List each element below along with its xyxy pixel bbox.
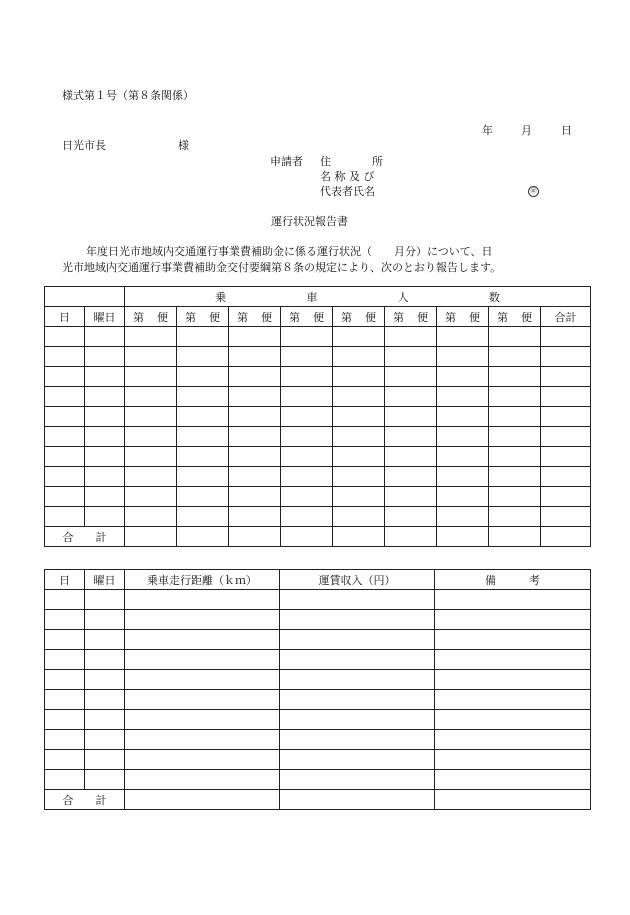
total-label: 合 計 xyxy=(45,527,125,547)
table-cell[interactable] xyxy=(435,610,591,630)
table-cell[interactable] xyxy=(45,487,85,507)
table-cell[interactable] xyxy=(229,487,281,507)
table-cell[interactable] xyxy=(125,427,177,447)
table-cell[interactable] xyxy=(229,367,281,387)
body-line-1: 年度日光市地域内交通運行事業費補助金に係る運行状況（ 月分）について、日 xyxy=(86,245,493,258)
table-cell[interactable] xyxy=(177,427,229,447)
table-cell[interactable] xyxy=(45,590,85,610)
table-cell[interactable] xyxy=(45,690,85,710)
table-cell[interactable] xyxy=(435,730,591,750)
table-cell[interactable] xyxy=(385,467,437,487)
table-cell[interactable] xyxy=(281,467,333,487)
table-cell[interactable] xyxy=(437,327,489,347)
table-cell[interactable] xyxy=(85,750,125,770)
table-row xyxy=(45,367,591,387)
table-cell[interactable] xyxy=(177,507,229,527)
date-day: 日 xyxy=(561,124,572,137)
table-cell[interactable] xyxy=(437,427,489,447)
table-cell[interactable] xyxy=(435,670,591,690)
col-bin: 第 便 xyxy=(229,307,281,327)
table-cell[interactable] xyxy=(45,730,85,750)
table-cell[interactable] xyxy=(385,367,437,387)
column-header-row xyxy=(45,570,591,590)
table-cell[interactable] xyxy=(435,630,591,650)
table-cell[interactable] xyxy=(125,467,177,487)
table-cell[interactable] xyxy=(85,730,125,750)
table-cell[interactable] xyxy=(85,690,125,710)
table-cell[interactable] xyxy=(85,670,125,690)
table-cell[interactable] xyxy=(125,630,280,650)
table-cell[interactable] xyxy=(489,407,541,427)
total-row xyxy=(45,790,591,810)
table-cell[interactable] xyxy=(45,347,85,367)
table-cell[interactable] xyxy=(489,427,541,447)
table-cell[interactable] xyxy=(177,327,229,347)
col-remarks: 備 考 xyxy=(435,570,591,590)
table-cell[interactable] xyxy=(45,387,85,407)
table-cell[interactable] xyxy=(541,347,591,367)
col-day: 日 xyxy=(45,570,85,590)
table-cell[interactable] xyxy=(385,447,437,467)
table-cell[interactable] xyxy=(489,347,541,367)
table-cell[interactable] xyxy=(177,387,229,407)
addressee-name: 日光市長 xyxy=(62,139,106,152)
table-cell[interactable] xyxy=(280,770,435,790)
table-cell[interactable] xyxy=(125,367,177,387)
table-cell[interactable] xyxy=(489,487,541,507)
table-cell[interactable] xyxy=(541,447,591,467)
table-row xyxy=(45,387,591,407)
table-cell[interactable] xyxy=(125,407,177,427)
table-row xyxy=(45,427,591,447)
table-cell[interactable] xyxy=(85,487,125,507)
table-cell[interactable] xyxy=(125,730,280,750)
addressee-honorific: 様 xyxy=(178,139,189,152)
table-cell[interactable] xyxy=(333,407,385,427)
table-cell[interactable] xyxy=(45,670,85,690)
table-cell[interactable] xyxy=(125,750,280,770)
passenger-count-table xyxy=(44,286,591,547)
table-cell[interactable] xyxy=(125,710,280,730)
group-header-row xyxy=(45,287,591,307)
form-label: 様式第１号（第８条関係） xyxy=(62,89,194,102)
table-cell[interactable] xyxy=(435,770,591,790)
col-bin: 第 便 xyxy=(437,307,489,327)
table-cell[interactable] xyxy=(125,590,280,610)
table-cell[interactable] xyxy=(333,347,385,367)
table-cell[interactable] xyxy=(177,347,229,367)
table-cell[interactable] xyxy=(85,650,125,670)
table-cell[interactable] xyxy=(280,610,435,630)
table-cell[interactable] xyxy=(385,427,437,447)
table-row xyxy=(45,447,591,467)
applicant-name-line: 名 称 及 び xyxy=(320,170,375,183)
table-cell[interactable] xyxy=(281,487,333,507)
table-cell[interactable] xyxy=(125,670,280,690)
table-cell[interactable] xyxy=(281,327,333,347)
table-row xyxy=(45,770,591,790)
table-cell[interactable] xyxy=(541,327,591,347)
table-cell[interactable] xyxy=(333,387,385,407)
table-cell[interactable] xyxy=(229,427,281,447)
table-cell[interactable] xyxy=(85,447,125,467)
table-cell[interactable] xyxy=(281,427,333,447)
table-cell[interactable] xyxy=(45,710,85,730)
table-cell[interactable] xyxy=(177,487,229,507)
table-row xyxy=(45,610,591,630)
date-year: 年 xyxy=(482,124,493,137)
table-row xyxy=(45,710,591,730)
table-row xyxy=(45,670,591,690)
table-row xyxy=(45,630,591,650)
table-row xyxy=(45,690,591,710)
table-cell[interactable] xyxy=(280,730,435,750)
col-bin: 第 便 xyxy=(177,307,229,327)
table-cell[interactable] xyxy=(437,467,489,487)
col-weekday: 曜日 xyxy=(85,570,125,590)
total-row xyxy=(45,527,591,547)
table-cell[interactable] xyxy=(489,387,541,407)
table-cell[interactable] xyxy=(437,367,489,387)
table-cell[interactable] xyxy=(489,467,541,487)
table-cell[interactable] xyxy=(177,407,229,427)
table-cell[interactable] xyxy=(385,407,437,427)
table-cell[interactable] xyxy=(437,487,489,507)
table-cell[interactable] xyxy=(45,467,85,487)
table-cell[interactable] xyxy=(281,507,333,527)
table-cell[interactable] xyxy=(333,427,385,447)
table-cell[interactable] xyxy=(281,447,333,467)
table-cell[interactable] xyxy=(333,487,385,507)
table-row xyxy=(45,487,591,507)
table-cell[interactable] xyxy=(437,387,489,407)
applicant-label: 申請者 xyxy=(270,155,303,168)
table-cell[interactable] xyxy=(45,327,85,347)
table-cell[interactable] xyxy=(437,347,489,367)
table-cell[interactable] xyxy=(541,427,591,447)
table-cell[interactable] xyxy=(177,367,229,387)
table-cell[interactable] xyxy=(45,630,85,650)
table-cell[interactable] xyxy=(437,447,489,467)
table-cell[interactable] xyxy=(541,407,591,427)
table-cell[interactable] xyxy=(437,407,489,427)
table-cell[interactable] xyxy=(333,467,385,487)
table-cell[interactable] xyxy=(489,327,541,347)
table-cell[interactable] xyxy=(125,690,280,710)
table-row xyxy=(45,590,591,610)
table-cell[interactable] xyxy=(489,507,541,527)
table-cell[interactable] xyxy=(489,447,541,467)
table-cell[interactable] xyxy=(385,347,437,367)
col-bin: 第 便 xyxy=(489,307,541,327)
table-cell[interactable] xyxy=(45,507,85,527)
table-cell[interactable] xyxy=(281,347,333,367)
table-cell[interactable] xyxy=(45,367,85,387)
table-cell[interactable] xyxy=(125,487,177,507)
table-cell[interactable] xyxy=(125,447,177,467)
table-cell[interactable] xyxy=(85,710,125,730)
table-cell[interactable] xyxy=(125,650,280,670)
table-row xyxy=(45,347,591,367)
table-cell[interactable] xyxy=(177,447,229,467)
table-cell[interactable] xyxy=(45,610,85,630)
col-total: 合計 xyxy=(541,307,591,327)
table-cell[interactable] xyxy=(280,710,435,730)
table-cell[interactable] xyxy=(45,407,85,427)
table-cell[interactable] xyxy=(435,590,591,610)
table-cell[interactable] xyxy=(45,750,85,770)
table-cell[interactable] xyxy=(45,650,85,670)
table-cell[interactable] xyxy=(280,650,435,670)
table-cell[interactable] xyxy=(85,407,125,427)
table-cell[interactable] xyxy=(85,347,125,367)
distance-fare-table xyxy=(44,569,591,810)
col-bin: 第 便 xyxy=(125,307,177,327)
table-cell[interactable] xyxy=(333,367,385,387)
table-cell[interactable] xyxy=(85,770,125,790)
table-cell[interactable] xyxy=(385,387,437,407)
total-label: 合 計 xyxy=(45,790,125,810)
table-cell[interactable] xyxy=(85,427,125,447)
table-cell[interactable] xyxy=(125,387,177,407)
table-cell[interactable] xyxy=(85,327,125,347)
passenger-count-header: 乗 車 人 数 xyxy=(125,287,591,307)
table-cell[interactable] xyxy=(385,487,437,507)
document-title: 運行状況報告書 xyxy=(271,215,348,228)
applicant-address-char1: 住 xyxy=(320,155,331,168)
date-month: 月 xyxy=(521,124,532,137)
table-cell[interactable] xyxy=(489,367,541,387)
table-cell[interactable] xyxy=(281,407,333,427)
table-cell[interactable] xyxy=(45,770,85,790)
table-row xyxy=(45,750,591,770)
table-row xyxy=(45,730,591,750)
table-cell[interactable] xyxy=(435,710,591,730)
table-cell[interactable] xyxy=(281,367,333,387)
table-cell[interactable] xyxy=(177,467,229,487)
table-row xyxy=(45,327,591,347)
table-cell[interactable] xyxy=(229,467,281,487)
table-cell[interactable] xyxy=(229,407,281,427)
table-cell[interactable] xyxy=(437,507,489,527)
table-cell[interactable] xyxy=(229,387,281,407)
col-day: 日 xyxy=(45,307,85,327)
seal-icon: ㊞ xyxy=(528,183,539,197)
table-cell[interactable] xyxy=(229,347,281,367)
table-cell[interactable] xyxy=(85,387,125,407)
table-cell[interactable] xyxy=(280,690,435,710)
table-cell[interactable] xyxy=(229,507,281,527)
table-cell[interactable] xyxy=(125,327,177,347)
table-cell[interactable] xyxy=(45,447,85,467)
column-header-row xyxy=(45,307,591,327)
table-row xyxy=(45,467,591,487)
table-cell[interactable] xyxy=(281,387,333,407)
table-cell[interactable] xyxy=(229,327,281,347)
table-row xyxy=(45,407,591,427)
table-cell[interactable] xyxy=(85,507,125,527)
applicant-rep-line: 代表者氏名 xyxy=(320,185,375,198)
table-cell[interactable] xyxy=(125,770,280,790)
table-cell[interactable] xyxy=(333,507,385,527)
table-row xyxy=(45,507,591,527)
table-cell[interactable] xyxy=(125,610,280,630)
col-fare: 運賃収入（円） xyxy=(280,570,435,590)
table-cell[interactable] xyxy=(85,610,125,630)
table-cell[interactable] xyxy=(85,590,125,610)
table-row xyxy=(45,650,591,670)
table-cell[interactable] xyxy=(541,387,591,407)
table-cell[interactable] xyxy=(541,507,591,527)
table-cell[interactable] xyxy=(435,650,591,670)
table-cell[interactable] xyxy=(280,670,435,690)
applicant-address-char2: 所 xyxy=(372,155,383,168)
table-cell[interactable] xyxy=(85,467,125,487)
table-cell[interactable] xyxy=(333,327,385,347)
col-bin: 第 便 xyxy=(281,307,333,327)
table-cell[interactable] xyxy=(45,427,85,447)
col-weekday: 曜日 xyxy=(85,307,125,327)
table-cell[interactable] xyxy=(541,467,591,487)
col-bin: 第 便 xyxy=(333,307,385,327)
table-cell[interactable] xyxy=(435,750,591,770)
table-cell[interactable] xyxy=(333,447,385,467)
table-cell[interactable] xyxy=(541,487,591,507)
table-cell[interactable] xyxy=(541,367,591,387)
table-cell[interactable] xyxy=(435,690,591,710)
table-cell[interactable] xyxy=(85,367,125,387)
table-cell[interactable] xyxy=(125,347,177,367)
table-cell[interactable] xyxy=(85,630,125,650)
body-line-2: 光市地域内交通運行事業費補助金交付要綱第８条の規定により、次のとおり報告します。 xyxy=(62,261,502,274)
col-distance: 乗車走行距離（ｋｍ） xyxy=(125,570,280,590)
table-cell[interactable] xyxy=(280,590,435,610)
table-cell[interactable] xyxy=(229,447,281,467)
col-bin: 第 便 xyxy=(385,307,437,327)
table-cell[interactable] xyxy=(385,327,437,347)
table-cell[interactable] xyxy=(125,507,177,527)
table-cell[interactable] xyxy=(280,630,435,650)
table-cell[interactable] xyxy=(280,750,435,770)
table-cell[interactable] xyxy=(385,507,437,527)
